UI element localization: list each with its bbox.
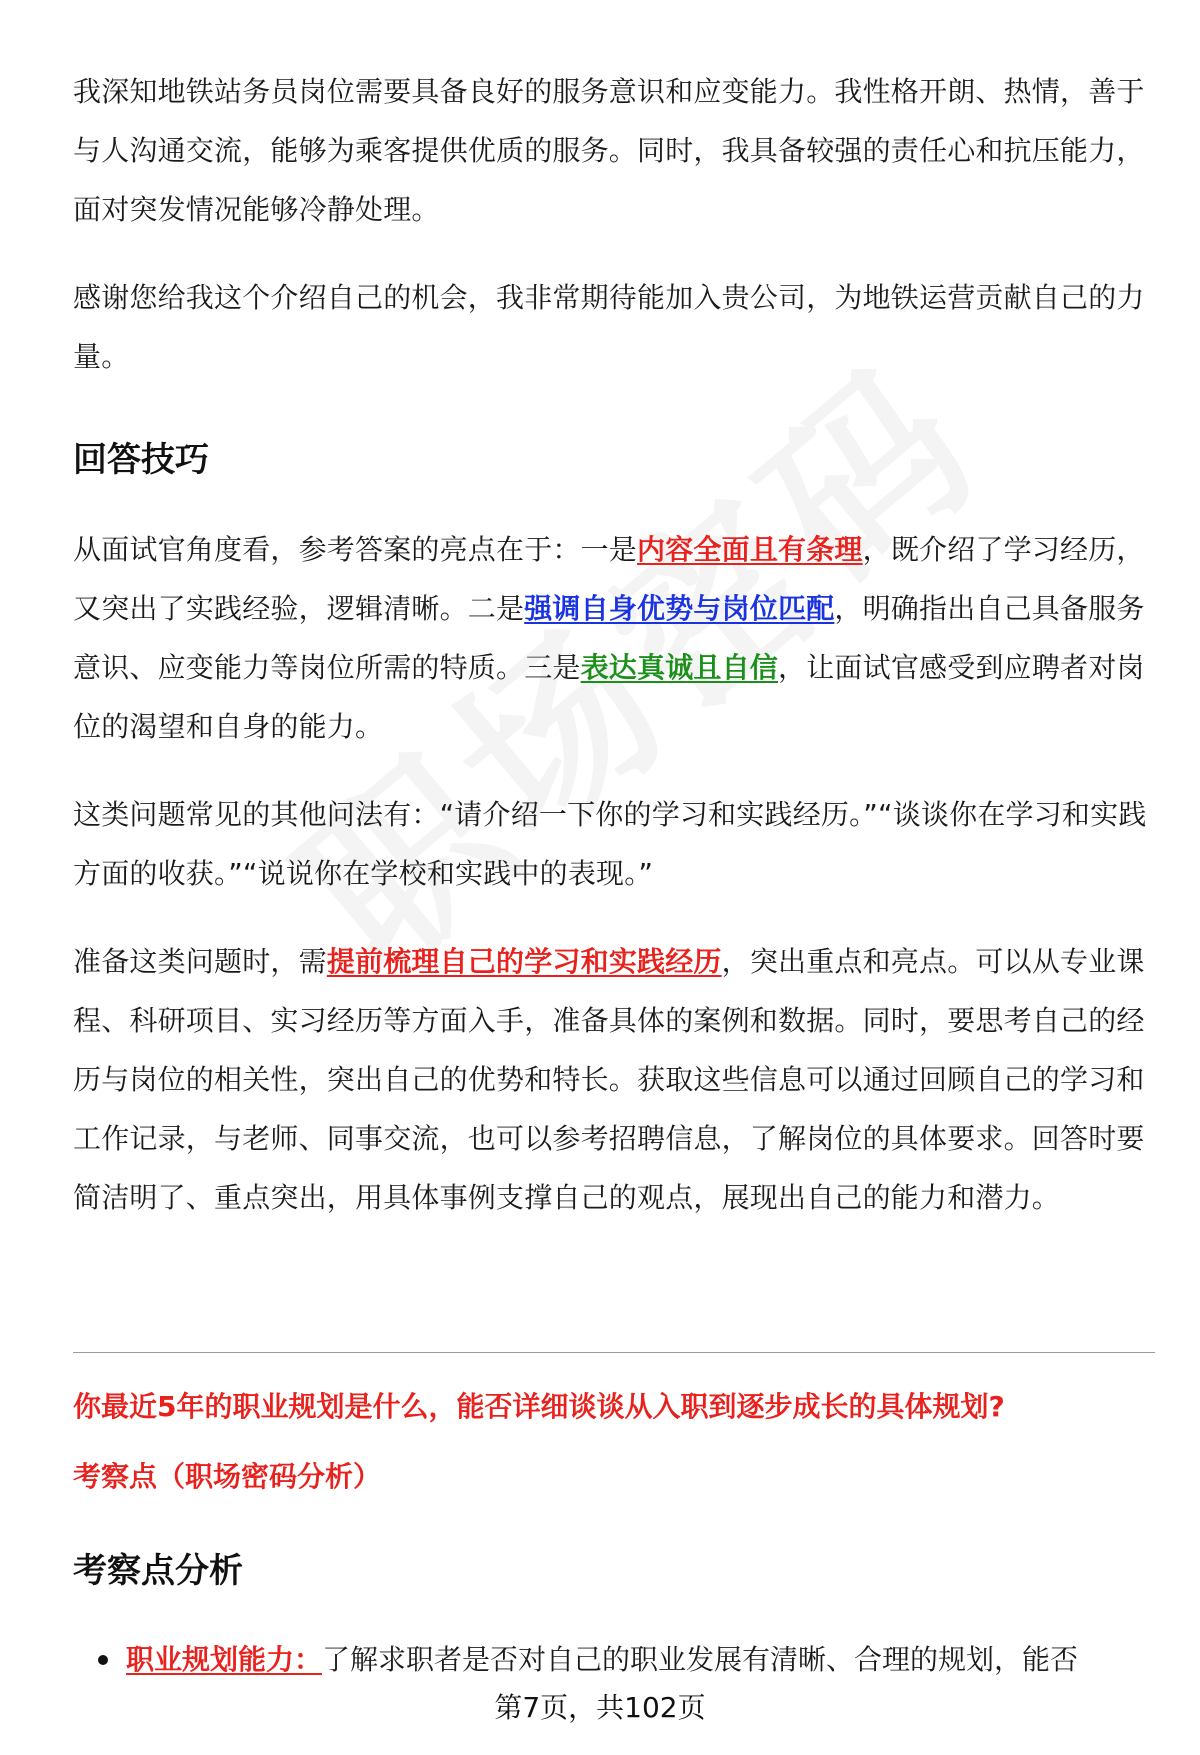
bullet-text: 了解求职者是否对自己的职业发展有清晰、合理的规划，能否 xyxy=(322,1643,1079,1676)
interview-question: 你最近5年的职业规划是什么，能否详细谈谈从入职到逐步成长的具体规划? xyxy=(73,1390,1005,1423)
tips-p3-text-a: 准备这类问题时，需 xyxy=(73,945,327,978)
tips-p1-text-d: ，让面试官感受到应聘者对岗位的渴望和自身的能力。 xyxy=(73,651,1145,743)
tips-paragraph-3 xyxy=(73,932,1151,1227)
highlight-sort-experience: 提前梳理自己的学习和实践经历 xyxy=(326,945,722,978)
tips-p3-text-b: ，突出重点和亮点。可以从专业课程、科研项目、实习经历等方面入手，准备具体的案例和数据。同时，要思考自己的经历与岗位的相关性，突出自己的优势和特长。获取这些信息可以通过回顾自己的学习和工作记录，与老师、同事交流，也可以参考招聘信息，了解岗位的具体要求。回答时要简洁明了、重点突出，用具体事例支撑自己的观点，展现出自己的能力和潜力。 xyxy=(73,945,1145,1214)
tips-p1-text-c: ，明确指出自己具备服务意识、应变能力等岗位所需的特质。三是 xyxy=(73,592,1145,684)
highlight-content-complete: 内容全面且有条理 xyxy=(637,533,863,566)
list-item xyxy=(98,1640,1078,1680)
page-number: 第7页，共102页 xyxy=(494,1691,706,1724)
section-title-tips: 回答技巧 xyxy=(73,440,209,480)
tips-p1-text-b: ，既介绍了学习经历，又突出了实践经验，逻辑清晰。二是 xyxy=(73,533,1145,625)
tips-paragraph-2: 这类问题常见的其他问法有：“请介绍一下你的学习和实践经历。”“谈谈你在学习和实践方面的收获。”“说说你在学校和实践中的表现。” xyxy=(73,798,1147,890)
bullet-label-career-planning: 职业规划能力： xyxy=(126,1643,323,1676)
highlight-strength-match: 强调自身优势与岗位匹配 xyxy=(524,592,835,625)
bullet-icon xyxy=(98,1655,108,1665)
section-divider xyxy=(73,1352,1155,1353)
highlight-sincere-confident: 表达真诚且自信 xyxy=(580,651,779,684)
examination-point-label: 考察点（职场密码分析） xyxy=(73,1460,382,1493)
section-title-analysis: 考察点分析 xyxy=(73,1551,243,1591)
intro-paragraph-2: 感谢您给我这个介绍自己的机会，我非常期待能加入贵公司，为地铁运营贡献自己的力量。 xyxy=(73,281,1145,373)
tips-p1-text-a: 从面试官角度看，参考答案的亮点在于：一是 xyxy=(73,533,638,566)
intro-paragraph-1: 我深知地铁站务员岗位需要具备良好的服务意识和应变能力。我性格开朗、热情，善于与人沟通交流，能够为乘客提供优质的服务。同时，我具备较强的责任心和抗压能力，面对突发情况能够冷静处理。 xyxy=(73,75,1145,226)
document-body xyxy=(73,62,1151,1227)
tips-paragraph-1 xyxy=(73,520,1151,756)
